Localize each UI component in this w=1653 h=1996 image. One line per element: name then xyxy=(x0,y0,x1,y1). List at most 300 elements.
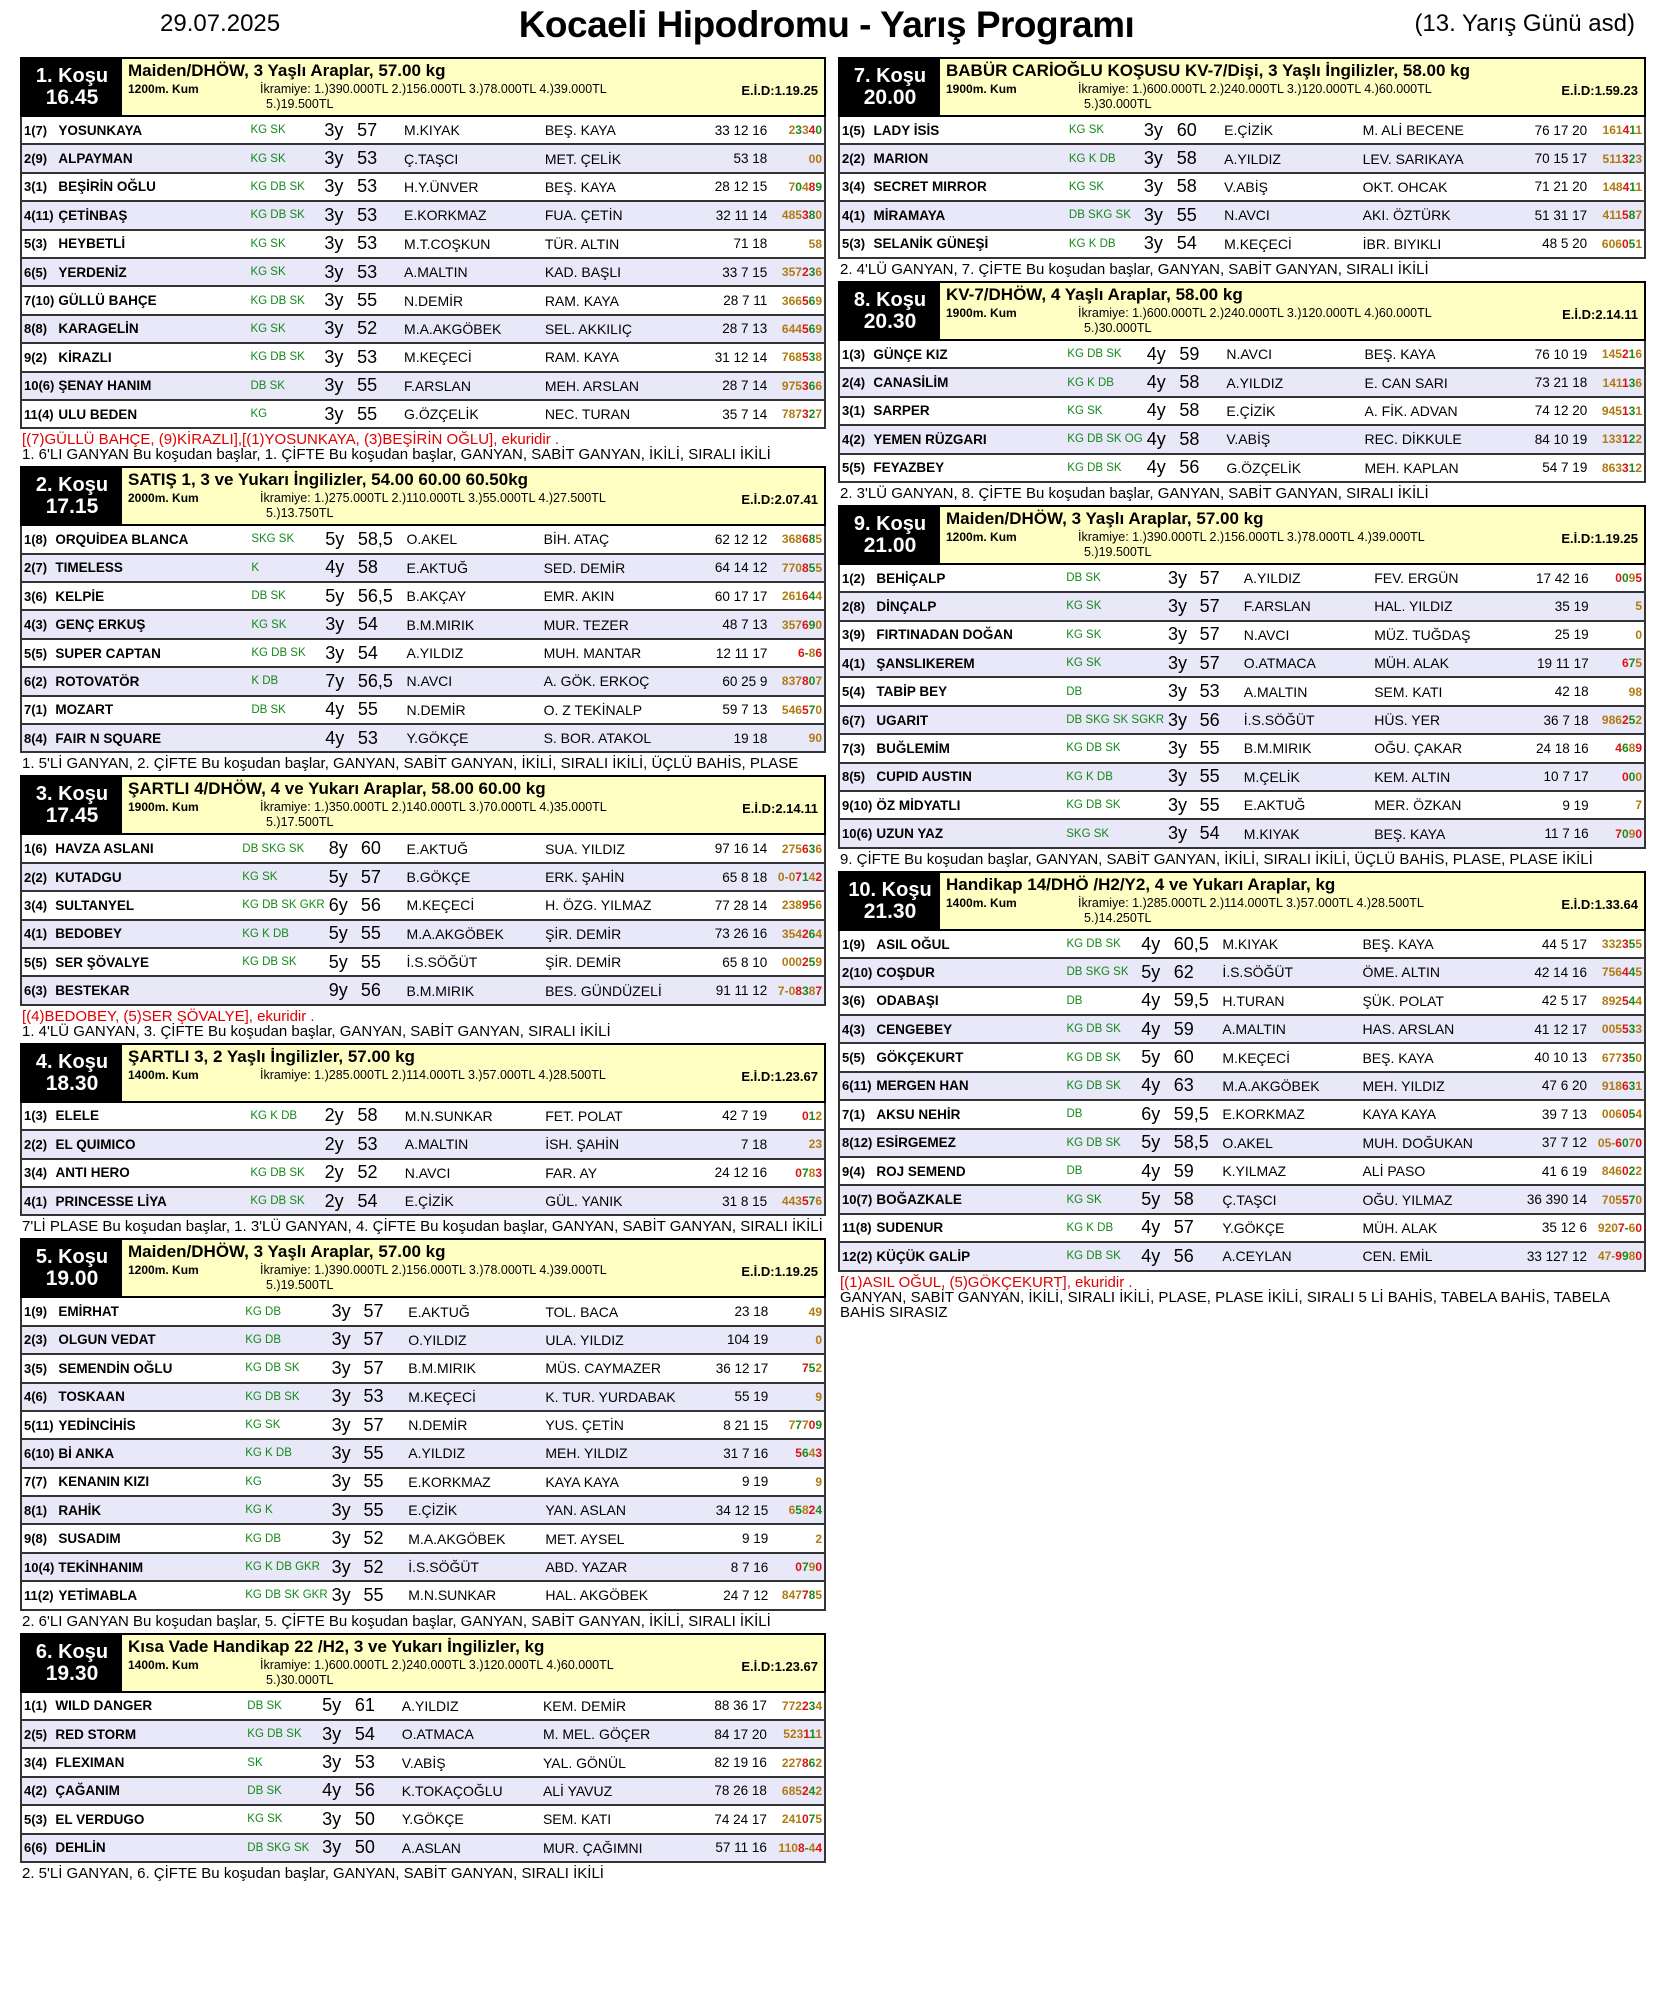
horse-row[interactable] xyxy=(839,819,1645,847)
horse-row[interactable] xyxy=(21,400,825,428)
form-digit: 4 xyxy=(808,589,816,604)
ks-stats: 41 12 17 xyxy=(1509,1015,1589,1043)
equipment: DB xyxy=(1065,1157,1140,1185)
horse-row[interactable] xyxy=(21,582,825,610)
form: 2 xyxy=(770,1524,825,1552)
jockey: F.ARSLAN xyxy=(402,372,543,400)
form-digit: 9 xyxy=(1608,993,1616,1008)
horse-row[interactable] xyxy=(839,230,1645,258)
horse-row[interactable] xyxy=(21,201,825,229)
form-digit: 6 xyxy=(1628,1220,1636,1235)
equipment: KG K DB xyxy=(243,1439,329,1467)
horse-row[interactable] xyxy=(839,958,1645,986)
horse-name: HAVZA ASLANI xyxy=(53,835,240,862)
horse-row[interactable] xyxy=(839,649,1645,677)
form xyxy=(1589,958,1645,986)
form-digit: 0 xyxy=(1611,1220,1618,1235)
horse-row[interactable] xyxy=(21,526,825,553)
horse-name: ALPAYMAN xyxy=(56,144,248,172)
horse-age: 3y xyxy=(323,639,356,667)
horse-number: 5(5) xyxy=(21,948,53,976)
horse-row[interactable] xyxy=(21,1326,825,1354)
horse-row[interactable] xyxy=(839,1129,1645,1157)
form-digit: 8 xyxy=(1615,1078,1622,1093)
horse-weight: 60 xyxy=(359,835,405,862)
horse-row[interactable] xyxy=(839,1100,1645,1128)
horse-row[interactable] xyxy=(839,621,1645,649)
form-digit: 3 xyxy=(1621,460,1629,475)
horses-table xyxy=(838,117,1646,259)
horse-row[interactable] xyxy=(839,592,1645,620)
horse-row[interactable] xyxy=(21,1383,825,1411)
race-number: 5. Koşu xyxy=(35,1246,109,1269)
horse-row[interactable] xyxy=(839,144,1645,172)
form: 0 xyxy=(1591,621,1645,649)
equipment: KG K DB xyxy=(1065,368,1144,396)
horse-row[interactable] xyxy=(839,173,1645,201)
ks-stats: 28 7 14 xyxy=(690,372,769,400)
equipment: DB xyxy=(1064,677,1166,705)
equipment xyxy=(249,724,323,752)
form xyxy=(769,1720,825,1748)
form-digit: 6 xyxy=(1635,347,1642,362)
horse-number: 1(5) xyxy=(839,117,872,144)
horse-name: YEDİNCİHİS xyxy=(56,1411,243,1439)
form xyxy=(1591,706,1645,734)
form xyxy=(1591,649,1645,677)
race-record: E.İ.D:2.14.11 xyxy=(742,801,818,817)
form-digit: 3 xyxy=(1601,937,1609,951)
form-digit: 5 xyxy=(801,702,809,717)
horse-number: 6(11) xyxy=(839,1072,874,1100)
jockey: F.ARSLAN xyxy=(1242,592,1372,620)
jockey: B.GÖKÇE xyxy=(405,863,544,891)
form-digit: 7 xyxy=(795,870,802,884)
horse-number: 5(5) xyxy=(839,454,871,482)
trainer: SEL. AKKILIÇ xyxy=(543,315,690,343)
horse-row[interactable] xyxy=(839,565,1645,592)
form-digit: 3 xyxy=(1621,151,1629,166)
horse-number: 2(5) xyxy=(21,1720,53,1748)
form-digit: 5 xyxy=(1635,571,1642,586)
jockey: O.YILDIZ xyxy=(406,1326,543,1354)
horse-name: TABİP BEY xyxy=(874,677,1064,705)
horse-row[interactable] xyxy=(21,1496,825,1524)
race-note xyxy=(838,483,1646,505)
ks-stats: 42 7 19 xyxy=(690,1103,769,1130)
horse-row[interactable] xyxy=(839,1015,1645,1043)
form-digit: 6 xyxy=(815,265,822,280)
horse-row[interactable] xyxy=(21,976,825,1004)
form-digit: 1 xyxy=(1601,347,1609,362)
race-header xyxy=(20,1633,826,1693)
horse-row[interactable] xyxy=(21,948,825,976)
horse-row[interactable] xyxy=(21,1720,825,1748)
form-digit: 0 xyxy=(1621,571,1629,586)
horse-row[interactable] xyxy=(21,1187,825,1215)
form xyxy=(1589,1214,1645,1242)
horse-weight: 59,5 xyxy=(1172,987,1221,1015)
horses-table xyxy=(20,1103,826,1217)
horse-row[interactable] xyxy=(21,891,825,919)
form-digit: 8 xyxy=(1628,1249,1636,1264)
form-digit: 0 xyxy=(1635,1220,1642,1235)
horses-table xyxy=(20,1693,826,1863)
race-header xyxy=(20,775,826,835)
bet-types-note: 2. 6'LI GANYAN Bu koşudan başlar, 5. ÇİFTE Bu koşudan başlar, GANYAN, SABİT GANYAN, İKİLİ, SIRALI İKİLİ xyxy=(22,1612,771,1630)
equipment: KG DB SK xyxy=(248,1159,322,1187)
race-prize: İkramiye: 1.)275.000TL 2.)110.000TL 3.)55.000TL 4.)27.500TL xyxy=(260,491,606,506)
form xyxy=(769,1748,825,1776)
race-block xyxy=(838,281,1646,505)
form-digit: 4 xyxy=(808,1783,816,1798)
race-header xyxy=(20,1043,826,1103)
horse-row[interactable] xyxy=(21,230,825,258)
form-digit: 6 xyxy=(1615,236,1622,251)
horse-number: 3(4) xyxy=(21,891,53,919)
form xyxy=(769,582,825,610)
horse-row[interactable] xyxy=(839,1214,1645,1242)
form xyxy=(769,696,825,724)
trainer: KEM. DEMİR xyxy=(541,1693,690,1720)
horse-row[interactable] xyxy=(21,315,825,343)
horse-age: 3y xyxy=(320,1805,353,1833)
trainer: YAL. GÖNÜL xyxy=(541,1748,690,1776)
form-digit: 6 xyxy=(808,1755,816,1770)
trainer: ERK. ŞAHİN xyxy=(543,863,691,891)
horse-row[interactable] xyxy=(21,1805,825,1833)
race-distance: 1400m. Kum xyxy=(128,1657,199,1672)
form-digit: 2 xyxy=(795,1698,802,1713)
horse-weight: 60 xyxy=(1172,1043,1221,1071)
horse-row[interactable] xyxy=(839,734,1645,762)
horse-weight: 59 xyxy=(1177,341,1224,368)
horse-row[interactable] xyxy=(839,791,1645,819)
form-digit: 2 xyxy=(1615,993,1622,1008)
ks-stats: 73 26 16 xyxy=(692,920,770,948)
form-digit: 5 xyxy=(1621,1192,1629,1207)
horse-age: 4y xyxy=(1145,397,1178,425)
form-digit: 2 xyxy=(789,1727,797,1742)
horse-row[interactable] xyxy=(21,1439,825,1467)
horse-age: 2y xyxy=(323,1187,356,1215)
form-digit: 2 xyxy=(801,926,809,941)
form-digit: 8 xyxy=(1601,993,1609,1008)
form xyxy=(1589,397,1645,425)
horse-row[interactable] xyxy=(839,1185,1645,1213)
equipment: DB SK xyxy=(249,582,323,610)
form-digit: 0 xyxy=(1608,1022,1616,1037)
form-digit: 8 xyxy=(808,179,816,194)
horse-age: 3y xyxy=(1142,201,1175,229)
horse-row[interactable] xyxy=(21,1581,825,1609)
jockey: O.ATMACA xyxy=(400,1720,541,1748)
horse-row[interactable] xyxy=(21,1298,825,1325)
form-digit: 6 xyxy=(1609,123,1616,138)
horse-age: 3y xyxy=(330,1496,362,1524)
horse-row[interactable] xyxy=(21,1159,825,1187)
horse-row[interactable] xyxy=(21,1693,825,1720)
trainer: MUH. DOĞUKAN xyxy=(1360,1129,1509,1157)
horse-row[interactable] xyxy=(21,1834,825,1862)
horse-weight: 57 xyxy=(1172,1214,1221,1242)
race-header xyxy=(20,1238,826,1298)
horse-row[interactable] xyxy=(839,341,1645,368)
horse-row[interactable] xyxy=(21,724,825,752)
horse-name: ASIL OĞUL xyxy=(874,931,1064,958)
ks-stats: 48 7 13 xyxy=(690,610,769,638)
horse-row[interactable] xyxy=(21,920,825,948)
form-digit: 7 xyxy=(1617,1220,1625,1235)
form-digit: 5 xyxy=(783,1727,790,1742)
form-digit: 8 xyxy=(788,407,796,422)
form-digit: - xyxy=(1611,1249,1616,1264)
form-digit: 7 xyxy=(815,983,822,998)
horse-age: 3y xyxy=(1166,706,1198,734)
horse-row[interactable] xyxy=(839,1242,1645,1270)
horse-number: 4(1) xyxy=(839,649,874,677)
horse-age: 2y xyxy=(323,1130,356,1158)
horse-name: SUPER CAPTAN xyxy=(53,639,249,667)
trainer: KAYA KAYA xyxy=(1360,1100,1509,1128)
trainer: HÜS. YER xyxy=(1372,706,1514,734)
equipment: DB SK xyxy=(1064,565,1166,592)
form-digit: 3 xyxy=(815,1446,822,1461)
form-digit: 8 xyxy=(808,1588,816,1603)
equipment: K DB xyxy=(249,667,323,695)
form-digit: 8 xyxy=(801,1755,809,1770)
bet-types-note: 2. 3'LÜ GANYAN, 8. ÇİFTE Bu koşudan başlar, GANYAN, SABİT GANYAN, SIRALI İKİLİ xyxy=(840,484,1429,502)
race-prize-5: 5.)17.500TL xyxy=(266,815,334,830)
jockey: N.AVCI xyxy=(405,667,542,695)
horse-weight: 53 xyxy=(356,724,405,752)
horse-row[interactable] xyxy=(21,1354,825,1382)
horse-name: KENANIN KIZI xyxy=(56,1468,243,1496)
form-digit: 0 xyxy=(795,1165,802,1180)
bet-types-note: 7'Lİ PLASE Bu koşudan başlar, 1. 3'LÜ GANYAN, 4. ÇİFTE Bu koşudan başlar, GANYAN, SABİT GANYAN, SIRALI İKİLİ xyxy=(22,1218,823,1236)
trainer: FEV. ERGÜN xyxy=(1372,565,1514,592)
form-digit: 6 xyxy=(808,321,816,336)
horse-row[interactable] xyxy=(21,863,825,891)
horse-row[interactable] xyxy=(21,1748,825,1776)
horse-age: 3y xyxy=(330,1524,362,1552)
race-block xyxy=(20,1633,826,1885)
form xyxy=(1589,1157,1645,1185)
race-distance-line xyxy=(128,81,818,97)
horse-row[interactable] xyxy=(839,201,1645,229)
trainer: ŞÜK. POLAT xyxy=(1360,987,1509,1015)
form-digit: - xyxy=(804,1840,809,1855)
form-digit: 2 xyxy=(1604,1220,1612,1235)
horse-row[interactable] xyxy=(21,610,825,638)
form-digit: 2 xyxy=(801,265,809,280)
form-digit: 1 xyxy=(1602,123,1610,138)
horse-row[interactable] xyxy=(21,144,825,172)
form-digit: 6 xyxy=(808,293,816,308)
horse-row[interactable] xyxy=(21,117,825,144)
horse-row[interactable] xyxy=(21,1777,825,1805)
horse-name: SUDENUR xyxy=(874,1214,1064,1242)
horse-age: 7y xyxy=(323,667,356,695)
horse-number: 10(4) xyxy=(21,1553,56,1581)
form-digit: 5 xyxy=(815,1812,822,1827)
ks-stats: 84 17 20 xyxy=(690,1720,769,1748)
trainer: MUR. TEZER xyxy=(542,610,691,638)
header-date: 29.07.2025 xyxy=(160,10,281,37)
horse-row[interactable] xyxy=(839,454,1645,482)
form xyxy=(1589,987,1645,1015)
trainer: ŞİR. DEMİR xyxy=(543,948,691,976)
horse-row[interactable] xyxy=(21,1468,825,1496)
form: 9 xyxy=(770,1468,825,1496)
form-digit: 4 xyxy=(815,589,822,604)
race-info xyxy=(940,59,1644,115)
horse-row[interactable] xyxy=(839,1043,1645,1071)
horse-row[interactable] xyxy=(21,372,825,400)
trainer: HAL. AKGÖBEK xyxy=(543,1581,693,1609)
jockey: Y.GÖKÇE xyxy=(400,1805,541,1833)
form-digit: 4 xyxy=(808,870,816,884)
form-digit: 3 xyxy=(781,293,789,308)
horse-row[interactable] xyxy=(839,1157,1645,1185)
horse-row[interactable] xyxy=(21,835,825,862)
horse-row[interactable] xyxy=(21,1553,825,1581)
horse-row[interactable] xyxy=(839,706,1645,734)
horse-row[interactable] xyxy=(21,1524,825,1552)
trainer: ALİ PASO xyxy=(1360,1157,1509,1185)
form: 9 xyxy=(770,1383,825,1411)
horse-row[interactable] xyxy=(839,368,1645,396)
horse-number: 5(11) xyxy=(21,1411,56,1439)
trainer: ABD. YAZAR xyxy=(543,1553,693,1581)
horse-name: BESTEKAR xyxy=(53,976,240,1004)
horse-age: 3y xyxy=(322,144,355,172)
race-conditions: ŞARTLI 4/DHÖW, 4 ve Yukarı Araplar, 58.00 60.00 kg xyxy=(128,779,546,799)
horse-row[interactable] xyxy=(839,763,1645,791)
form xyxy=(1589,454,1645,482)
horse-weight: 53 xyxy=(353,1748,400,1776)
form-digit: 3 xyxy=(801,123,809,138)
horse-name: ANTI HERO xyxy=(54,1159,249,1187)
horse-age: 5y xyxy=(327,920,359,948)
horse-row[interactable] xyxy=(21,554,825,582)
horse-number: 2(2) xyxy=(21,863,53,891)
trainer: FAR. AY xyxy=(543,1159,690,1187)
race-conditions: BABÜR CARİOĞLU KOŞUSU KV-7/Dişi, 3 Yaşlı İngilizler, 58.00 kg xyxy=(946,61,1471,80)
horse-number: 2(7) xyxy=(21,554,53,582)
horse-row[interactable] xyxy=(21,1130,825,1158)
horse-weight: 56 xyxy=(359,976,405,1004)
ks-stats: 35 12 6 xyxy=(1509,1214,1589,1242)
form-digit: 9 xyxy=(781,378,789,393)
ks-stats: 36 390 14 xyxy=(1509,1185,1589,1213)
ks-stats: 33 12 16 xyxy=(690,117,769,144)
jockey: M.ÇELİK xyxy=(1242,763,1372,791)
horse-row[interactable] xyxy=(21,696,825,724)
horse-weight: 57 xyxy=(359,863,405,891)
ks-stats: 42 18 xyxy=(1514,677,1590,705)
form-digit: 5 xyxy=(1628,937,1636,951)
horse-number: 4(11) xyxy=(21,201,56,229)
equipment: KG DB SK xyxy=(249,639,323,667)
form-digit: 7 xyxy=(795,617,802,632)
form-digit: 4 xyxy=(795,926,802,941)
horse-row[interactable] xyxy=(839,397,1645,425)
horse-row[interactable] xyxy=(21,1103,825,1130)
jockey: A.MALTIN xyxy=(1220,1015,1360,1043)
form xyxy=(1589,1185,1645,1213)
horse-row[interactable] xyxy=(21,286,825,314)
horse-name: ODABAŞI xyxy=(874,987,1064,1015)
horse-row[interactable] xyxy=(839,425,1645,453)
form-digit: 0 xyxy=(1635,1249,1642,1264)
horse-number: 1(3) xyxy=(839,341,871,368)
ks-stats: 54 7 19 xyxy=(1510,454,1589,482)
horse-age: 4y xyxy=(1139,987,1172,1015)
horse-row[interactable] xyxy=(839,931,1645,958)
race-record: E.İ.D:1.59.23 xyxy=(1561,83,1638,98)
horses-table xyxy=(838,931,1646,1272)
horse-row[interactable] xyxy=(839,1072,1645,1100)
trainer: BEŞ. KAYA xyxy=(1362,341,1510,368)
ks-stats: 9 19 xyxy=(693,1524,770,1552)
form-digit: 2 xyxy=(1628,432,1636,447)
jockey: V.ABİŞ xyxy=(400,1748,541,1776)
horse-age: 2y xyxy=(323,1159,356,1187)
horse-name: GÜNÇE KIZ xyxy=(871,341,1065,368)
horse-row[interactable] xyxy=(21,343,825,371)
race-conditions: Maiden/DHÖW, 3 Yaşlı Araplar, 57.00 kg xyxy=(128,1242,446,1262)
bet-types-note: 2. 5'Lİ GANYAN, 6. ÇİFTE Bu koşudan başlar, GANYAN, SABİT GANYAN, SIRALI İKİLİ xyxy=(22,1864,604,1882)
ks-stats: 32 11 14 xyxy=(690,201,769,229)
horse-row[interactable] xyxy=(21,258,825,286)
form-digit: 4 xyxy=(815,926,822,941)
form-digit: 1 xyxy=(1635,123,1642,138)
form-digit: 1 xyxy=(784,1840,792,1855)
jockey: Ç.TAŞCI xyxy=(402,144,543,172)
horse-weight: 58 xyxy=(1172,1185,1221,1213)
horse-number: 11(4) xyxy=(21,400,56,428)
form-digit: 5 xyxy=(795,841,802,856)
horse-row[interactable] xyxy=(21,667,825,695)
jockey: M.A.AKGÖBEK xyxy=(405,920,544,948)
horse-row[interactable] xyxy=(839,987,1645,1015)
form-digit: 1 xyxy=(1621,375,1629,390)
form-digit: 5 xyxy=(1635,937,1642,951)
race-header xyxy=(838,871,1646,931)
horse-row[interactable] xyxy=(21,639,825,667)
form-digit: 7 xyxy=(801,1165,809,1180)
trainer: SEM. KATI xyxy=(541,1805,690,1833)
form xyxy=(770,1553,825,1581)
trainer: EMR. AKIN xyxy=(542,582,691,610)
equipment: KG K DB xyxy=(248,1103,322,1130)
horse-row[interactable] xyxy=(839,677,1645,705)
horse-row[interactable] xyxy=(21,173,825,201)
ks-stats: 8 7 16 xyxy=(693,1553,770,1581)
form-digit: 3 xyxy=(1628,1022,1636,1037)
form-digit: 9 xyxy=(808,1560,816,1575)
form-digit: 7 xyxy=(781,1698,789,1713)
form-digit: 5 xyxy=(1615,1192,1622,1207)
ks-stats: 42 5 17 xyxy=(1509,987,1589,1015)
form-digit: 5 xyxy=(781,702,789,717)
horse-row[interactable] xyxy=(839,117,1645,144)
form-digit: 2 xyxy=(1635,460,1642,475)
ks-stats: 24 12 16 xyxy=(690,1159,769,1187)
horse-row[interactable] xyxy=(21,1411,825,1439)
form xyxy=(769,976,825,1004)
